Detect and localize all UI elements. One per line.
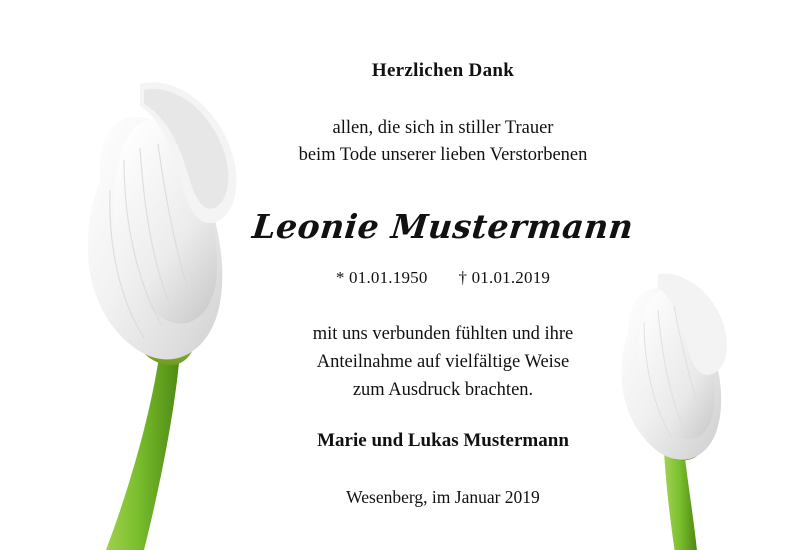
deceased-name: Leonie Mustermann [250,207,636,246]
intro-line-2: beim Tode unserer lieben Verstorbenen [298,145,588,165]
body-line-3: zum Ausdruck brachten. [352,380,534,400]
place-and-date: Wesenberg, im Januar 2019 [346,487,540,507]
birth-date: 01.01.1950 [349,268,428,287]
life-dates [243,268,643,288]
death-date: 01.01.2019 [471,268,551,287]
body-text [243,320,643,404]
death-symbol: † [458,268,468,287]
memorial-text-block [243,0,643,550]
thanks-title: Herzlichen Dank [371,60,515,81]
body-line-2: Anteilnahme auf vielfältige Weise [316,352,570,372]
intro-line-1: allen, die sich in stiller Trauer [332,118,554,138]
birth-symbol: * [335,268,345,287]
signature: Marie und Lukas Mustermann [317,430,569,451]
intro-text [243,115,643,169]
body-line-1: mit uns verbunden fühlten und ihre [312,324,574,344]
